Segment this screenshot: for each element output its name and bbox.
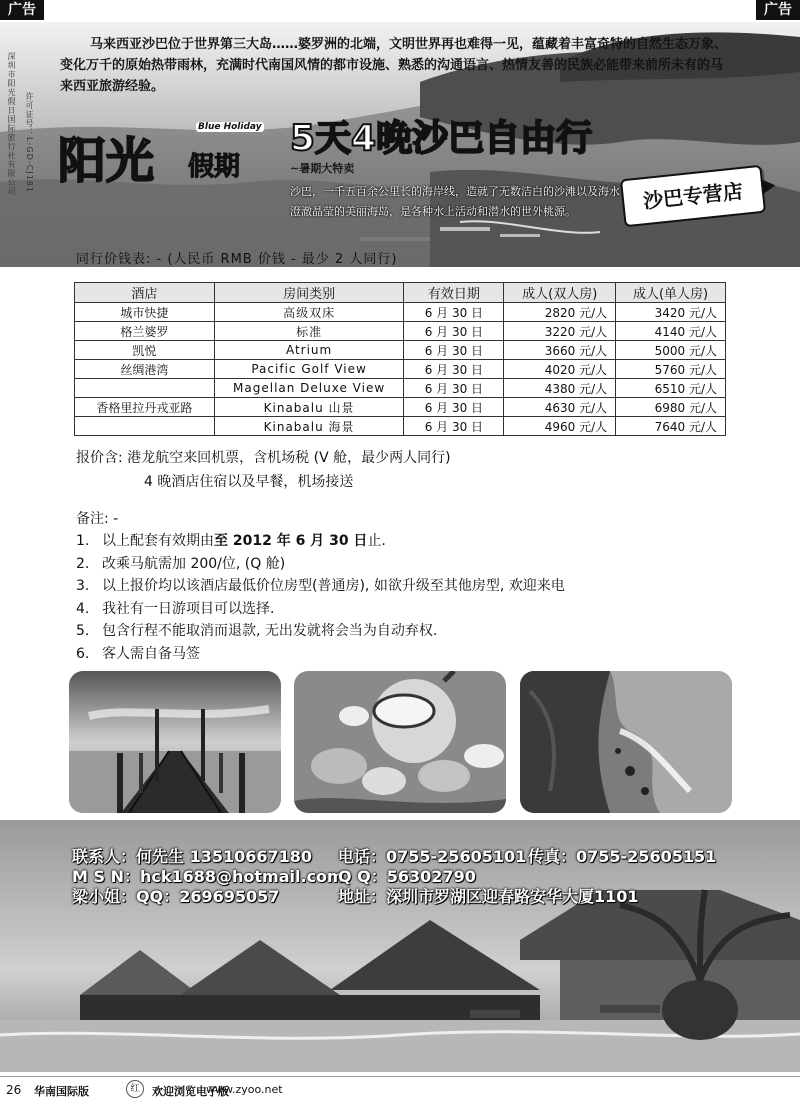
price-table-header-row <box>75 283 726 303</box>
cell-hotel: 香格里拉丹戎亚路 <box>75 398 215 417</box>
cell-room: 标准 <box>214 322 404 341</box>
note-text: 客人需自备马签 <box>102 645 200 662</box>
note-text-after: 止. <box>367 533 386 549</box>
phone-number: 电话：0755-25605101 <box>338 847 527 866</box>
cell-date: 6 月 30 日 <box>404 341 504 360</box>
list-item <box>76 553 565 576</box>
note-text: 我社有一日游项目可以选择. <box>102 600 275 617</box>
cell-date: 6 月 30 日 <box>404 360 504 379</box>
cell-price-double: 4960 元/人 <box>504 417 616 436</box>
headline: 5天4晚沙巴自由行 <box>290 118 593 159</box>
page-footer <box>0 1076 800 1100</box>
cell-hotel: 丝绸港湾 <box>75 360 215 379</box>
price-table-title: 同行价钱表: - (人民币 RMB 价钱 - 最少 2 人同行) <box>76 252 398 267</box>
cell-hotel <box>75 379 215 398</box>
list-item <box>76 530 565 553</box>
pier-photo <box>69 671 281 813</box>
table-row <box>75 398 726 417</box>
cell-room: Pacific Golf View <box>214 360 404 379</box>
cell-price-single: 6510 元/人 <box>616 379 726 398</box>
fax-number: 传真：0755-25605151 <box>528 847 717 866</box>
liang-contact: 梁小姐：QQ：269695057 <box>72 887 280 906</box>
browse-text: 欢迎浏览电子版 <box>152 1085 229 1098</box>
table-row <box>75 360 726 379</box>
brand-logo <box>58 122 273 212</box>
cell-price-double: 3660 元/人 <box>504 341 616 360</box>
company-name-vertical: 深圳市阳光假日国际旅行社有限公司 <box>7 52 16 196</box>
includes-line-1: 报价含: 港龙航空来回机票，含机场税 (V 舱，最少两人同行) <box>76 450 451 466</box>
table-row <box>75 322 726 341</box>
note-text: 改乘马航需加 200/位, (Q 舱) <box>102 555 286 572</box>
cell-price-double: 2820 元/人 <box>504 303 616 322</box>
cell-price-double: 4020 元/人 <box>504 360 616 379</box>
note-text: 以上报价均以该酒店最低价位房型(普通房), 如欲升级至其他房型, 欢迎来电 <box>102 578 565 594</box>
list-item <box>76 598 565 621</box>
cell-hotel: 格兰婆罗 <box>75 322 215 341</box>
table-row <box>75 379 726 398</box>
header-hotel: 酒店 <box>75 283 215 303</box>
msn-contact: M S N：hck1688@hotmail.com <box>72 867 344 886</box>
note-text-before: 以上配套有效期由 <box>102 533 214 549</box>
header-valid-date: 有效日期 <box>404 283 504 303</box>
table-row <box>75 341 726 360</box>
table-row <box>75 417 726 436</box>
cell-price-single: 4140 元/人 <box>616 322 726 341</box>
note-text-bold: 至 2012 年 6 月 30 日 <box>214 533 368 549</box>
list-item <box>76 620 565 643</box>
header-adult-double: 成人(双人房) <box>504 283 616 303</box>
ad-label-left: 广告 <box>0 0 44 20</box>
page-number: 26 <box>6 1083 22 1097</box>
qq-contact: Q Q：56302790 <box>338 867 476 886</box>
cell-room: Magellan Deluxe View <box>214 379 404 398</box>
list-item <box>76 575 565 598</box>
cell-date: 6 月 30 日 <box>404 379 504 398</box>
note-number: 4. <box>76 600 90 617</box>
note-number: 6. <box>76 645 90 662</box>
brand-cn-part1: 阳光 <box>58 133 155 189</box>
cell-room: 高级双床 <box>214 303 404 322</box>
hero-description: 沙巴，一千五百余公里长的海岸线，造就了无数洁白的沙滩以及海水澄澈晶莹的美丽海岛，是各种水上活动和潜水的世外桃源。 <box>290 185 620 218</box>
cell-hotel <box>75 417 215 436</box>
cell-price-double: 4380 元/人 <box>504 379 616 398</box>
address: 地址：深圳市罗湖区迎春路安华大厦1101 <box>338 887 639 906</box>
shop-badge: 沙巴专营店 <box>620 165 766 228</box>
brand-en: Blue Holiday <box>198 122 262 132</box>
cell-date: 6 月 30 日 <box>404 303 504 322</box>
note-text: 包含行程不能取消而退款, 无出发就将会当为自动弃权. <box>102 623 438 639</box>
cell-price-single: 5760 元/人 <box>616 360 726 379</box>
cell-date: 6 月 30 日 <box>404 322 504 341</box>
cell-room: Kinabalu 海景 <box>214 417 404 436</box>
cell-price-double: 3220 元/人 <box>504 322 616 341</box>
price-includes <box>76 446 451 494</box>
price-table <box>74 282 726 436</box>
brand-cn-part2: 假期 <box>188 152 241 182</box>
list-item <box>76 643 565 666</box>
cell-price-single: 5000 元/人 <box>616 341 726 360</box>
contact-section <box>0 820 800 1072</box>
cell-room: Kinabalu 山景 <box>214 398 404 417</box>
cell-hotel: 城市快捷 <box>75 303 215 322</box>
includes-line-2: 4 晚酒店住宿以及早餐，机场接送 <box>144 474 354 490</box>
cell-date: 6 月 30 日 <box>404 417 504 436</box>
cliff-sea-photo <box>520 671 732 813</box>
header-room-type: 房间类别 <box>214 283 404 303</box>
contact-person: 联系人：何先生 13510667180 <box>72 847 313 866</box>
cell-hotel: 凯悦 <box>75 341 215 360</box>
subtag: ~暑期大特卖 <box>290 162 355 175</box>
cell-room: Atrium <box>214 341 404 360</box>
header-adult-single: 成人(单人房) <box>616 283 726 303</box>
note-number: 2. <box>76 555 90 572</box>
cell-price-single: 6980 元/人 <box>616 398 726 417</box>
cell-price-double: 4630 元/人 <box>504 398 616 417</box>
intro-text: 马来西亚沙巴位于世界第三大岛……婆罗洲的北端，文明世界再也难得一见，蕴藏着丰富奇特的自然生态万象、变化万千的原始热带雨林，充满时代南国风情的都市设施、熟悉的沟通语言、热情友善的民族必能带来前所未有的马来西亚旅游经验。 <box>60 37 728 94</box>
hero-banner <box>0 22 800 267</box>
table-row <box>75 303 726 322</box>
edition-name: 华南国际版 <box>34 1085 89 1098</box>
magazine-logo-icon: 红 <box>126 1080 144 1098</box>
cell-date: 6 月 30 日 <box>404 398 504 417</box>
cell-price-single: 7640 元/人 <box>616 417 726 436</box>
note-text <box>102 530 386 553</box>
note-number: 5. <box>76 623 90 639</box>
note-number: 1. <box>76 533 90 549</box>
notes-list <box>76 530 565 665</box>
ad-label-right: 广告 <box>756 0 800 20</box>
notes-title: 备注: - <box>76 511 119 527</box>
license-number-vertical: 许可证号：L-GD-CJ181 <box>25 92 34 193</box>
snorkel-photo <box>294 671 506 813</box>
website-url: www.zyoo.net <box>206 1083 283 1096</box>
cell-price-single: 3420 元/人 <box>616 303 726 322</box>
note-number: 3. <box>76 578 90 594</box>
